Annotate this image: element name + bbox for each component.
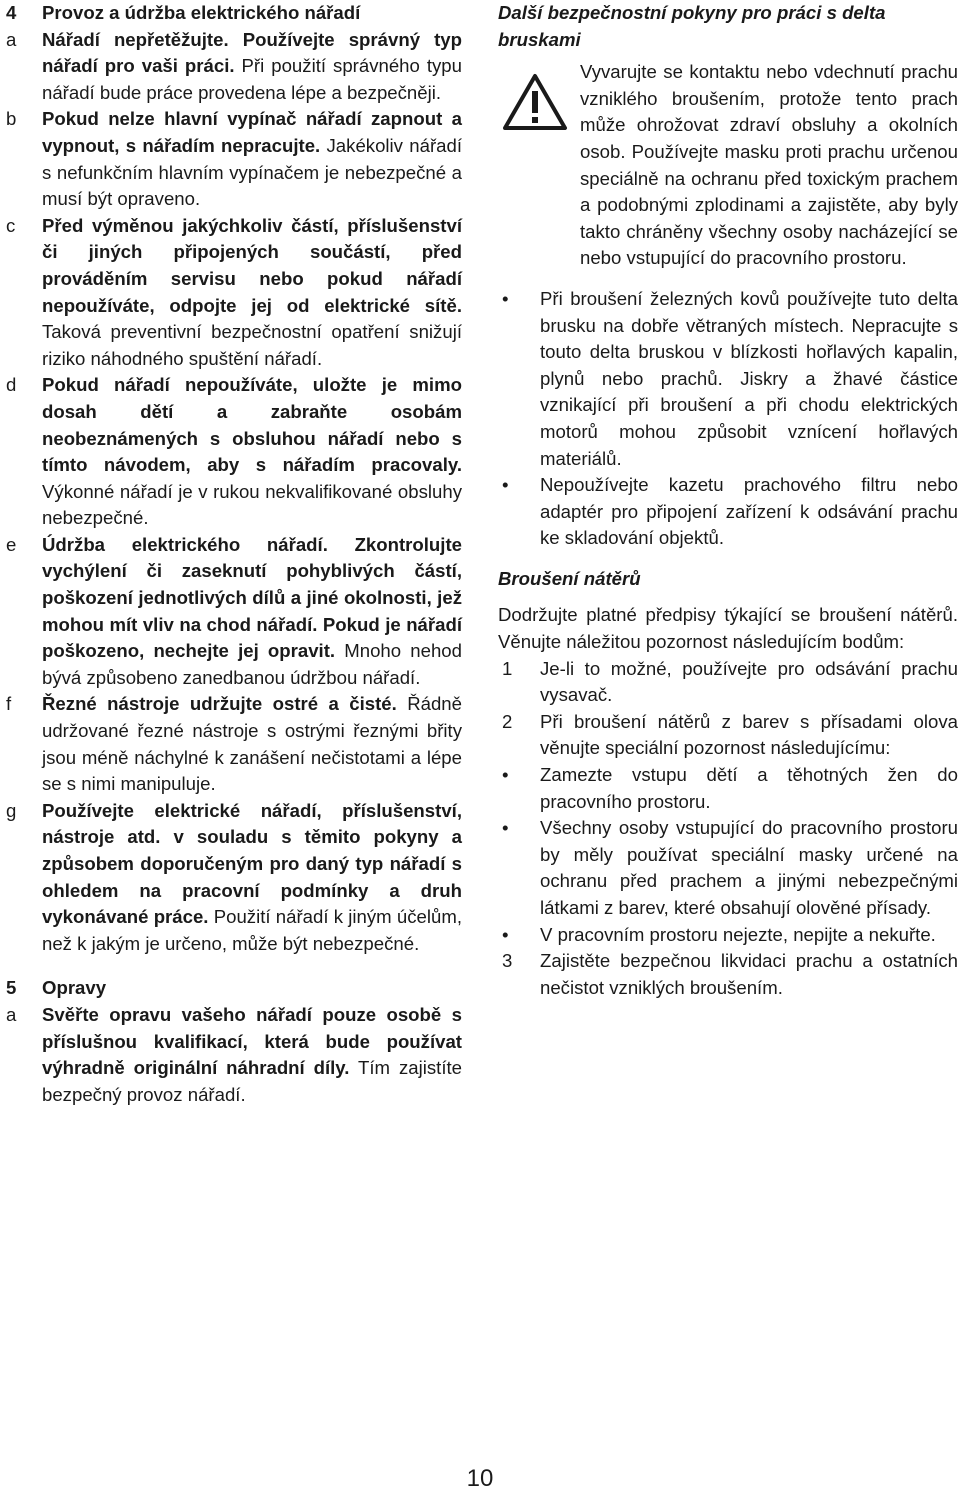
warning-text: Vyvarujte se kontaktu nebo vdechnutí prachu vzniklého broušením, protože tento prach může ohrožovat zdraví obsluhy a okolních osob. Používejte masku proti prachu určenou speciálně na ochranu před toxickým prachem a podobnými zplodinami a zajistěte, aby byly takto chráněny všechny osoby nacházející se nebo vstupující do pracovního prostoru. bbox=[580, 61, 958, 269]
bullet-marker: • bbox=[502, 287, 509, 309]
item-marker: g bbox=[6, 799, 17, 821]
item-text: Taková preventivní bezpečnostní opatření snižují riziko náhodného spuštění nářadí. bbox=[42, 321, 462, 369]
section-heading: Další bezpečnostní pokyny pro práci s delta bruskami bbox=[498, 2, 886, 50]
list-item bbox=[498, 472, 958, 552]
item-text: Použití nářadí k jiným účelům, než k jakým je určeno, může být nebezpečné. bbox=[42, 906, 462, 954]
spacer bbox=[6, 957, 462, 975]
list-item-b bbox=[6, 106, 462, 212]
bullet-text: Při broušení železných kovů používejte tuto delta brusku na dobře větraných místech. Nepracujte s touto delta bruskou v blízkosti hořlavých kapalin, plynů nebo prachů. Jiskry a žhavé částice vznikající při broušení a při chodu elektrických motorů mohou způsobit vznícení hořlavých materiálů. bbox=[540, 287, 958, 469]
list-item bbox=[498, 656, 958, 709]
item-text: Výkonné nářadí je v rukou nekvalifikované obsluhy nebezpečné. bbox=[42, 480, 462, 529]
section-title: Provoz a údržba elektrického nářadí bbox=[42, 2, 361, 23]
section-5-heading bbox=[6, 975, 462, 1002]
left-column bbox=[6, 0, 462, 1108]
item-text: Jakékoliv nářadí s nefunkčním hlavním vypínačem je nebezpečné a musí být opraveno. bbox=[42, 134, 462, 210]
item-marker: c bbox=[6, 214, 16, 236]
list-marker: 1 bbox=[502, 657, 513, 679]
list-marker: • bbox=[502, 764, 509, 786]
item-bold-text: Používejte elektrické nářadí, příslušenství, nástroje atd. v souladu s těmito pokyny a způsobem doporučeným pro daný typ nářadí s ohledem na pracovní podmínky a druh vykonávané práce. bbox=[42, 799, 462, 928]
section-4-heading bbox=[6, 0, 462, 27]
item-marker: a bbox=[6, 1003, 17, 1025]
item-text: Tím zajistíte bezpečný provoz nářadí. bbox=[42, 1057, 462, 1105]
list-text: Všechny osoby vstupující do pracovního prostoru by měly používat speciální masky určené na ochranu před prachem a jinými nebezpečnými látkami z barev, které obsahují olověné přísady. bbox=[540, 817, 958, 918]
subheading: Broušení nátěrů bbox=[498, 567, 641, 589]
list-item bbox=[498, 709, 958, 762]
list-item bbox=[498, 815, 958, 921]
item-marker: d bbox=[6, 374, 17, 396]
section-title: Opravy bbox=[42, 977, 107, 999]
item-text: Mnoho nehod bývá způsobeno zanedbanou údržbou nářadí. bbox=[42, 640, 462, 688]
item-bold-text: Nářadí nepřetěžujte. Používejte správný typ nářadí pro vaši práci. bbox=[42, 28, 462, 77]
right-column bbox=[498, 0, 958, 1001]
list-item-a bbox=[6, 27, 462, 107]
item-bold-text: Svěřte opravu vašeho nářadí pouze osobě s příslušnou kvalifikací, která bude používat výhradně originální náhradní díly. bbox=[42, 1003, 462, 1079]
list-item-e bbox=[6, 532, 462, 692]
list-text: Zamezte vstupu dětí a těhotných žen do pracovního prostoru. bbox=[540, 764, 958, 812]
list-item bbox=[498, 286, 958, 472]
item-marker: a bbox=[6, 28, 17, 50]
list-item-5a bbox=[6, 1002, 462, 1108]
list-text: Při broušení nátěrů z barev s přísadami olova věnujte speciální pozornost následujícímu: bbox=[540, 710, 958, 759]
list-item bbox=[498, 948, 958, 1001]
list-item bbox=[498, 762, 958, 815]
list-marker: 2 bbox=[502, 710, 513, 732]
list-item-d bbox=[6, 372, 462, 532]
list-text: Je-li to možné, používejte pro odsávání prachu vysavač. bbox=[540, 657, 958, 706]
bullet-text: Nepoužívejte kazetu prachového filtru nebo adaptér pro připojení zařízení k odsávání prachu ke skladování objektů. bbox=[540, 474, 958, 549]
section-marker: 5 bbox=[6, 977, 17, 999]
item-bold-text: Pokud nářadí nepoužíváte, uložte je mimo dosah dětí a zabraňte osobám neobeznámených s obsluhou nářadí nebo s tímto návodem, aby s nářadím pracovaly. bbox=[42, 374, 462, 476]
list-item-f bbox=[6, 691, 462, 797]
item-bold-text: Pokud nelze hlavní vypínač nářadí zapnout a vypnout, s nářadím nepracujte. bbox=[42, 108, 462, 156]
intro-paragraph: Dodržujte platné předpisy týkající se broušení nátěrů. Věnujte náležitou pozornost následujícím bodům: bbox=[498, 604, 958, 653]
list-item-c bbox=[6, 213, 462, 373]
list-item bbox=[498, 922, 958, 949]
item-text: Řádně udržované řezné nástroje s ostrými řeznými břity jsou méně náchylné k zanášení nečistotami a lépe se s nimi manipuluje. bbox=[42, 693, 462, 795]
list-marker: • bbox=[502, 817, 509, 839]
list-marker: • bbox=[502, 923, 509, 945]
list-text: Zajistěte bezpečnou likvidaci prachu a ostatních nečistot vzniklých broušením. bbox=[540, 950, 958, 998]
item-marker: e bbox=[6, 533, 17, 555]
warning-triangle-icon bbox=[502, 73, 568, 131]
page-number: 10 bbox=[466, 1465, 494, 1492]
item-marker: b bbox=[6, 108, 17, 130]
list-item-g bbox=[6, 798, 462, 958]
section-marker: 4 bbox=[6, 2, 17, 23]
item-marker: f bbox=[6, 693, 12, 715]
list-marker: 3 bbox=[502, 950, 513, 972]
item-bold-text: Řezné nástroje udržujte ostré a čisté. bbox=[42, 693, 397, 715]
item-bold-text: Údržba elektrického nářadí. Zkontrolujte vychýlení či zaseknutí pohyblivých částí, poškození jednotlivých dílů a jiné okolnosti, jež mohou mít vliv na chod nářadí. Pokud je nářadí poškozeno, nechejte jej opravit. bbox=[42, 533, 462, 662]
list-text: V pracovním prostoru nejezte, nepijte a nekuřte. bbox=[540, 923, 936, 945]
item-text: Při použití správného typu nářadí bude práce provedena lépe a bezpečněji. bbox=[42, 55, 462, 103]
bullet-marker: • bbox=[502, 474, 509, 496]
warning-block bbox=[498, 59, 958, 272]
item-bold-text: Před výměnou jakýchkoliv částí, příslušenství či jiných připojených součástí, před prováděním servisu nebo pokud nářadí nepoužíváte, odpojte jej od elektrické sítě. bbox=[42, 214, 462, 316]
